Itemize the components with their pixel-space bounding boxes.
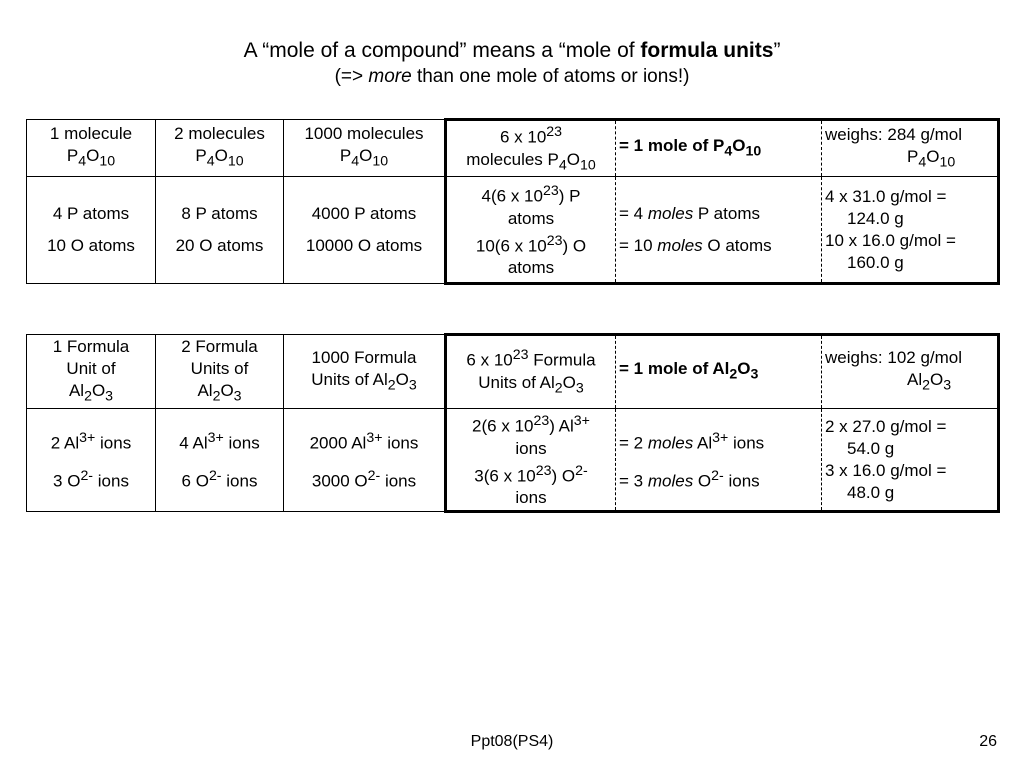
table-cell: 2(6 x $10^{23}$) $Al^{3+}$ ions 3(6 x $10^{23}$) $O^{2-}$ ions xyxy=(446,409,616,512)
slide-title-block xyxy=(0,38,1024,89)
table-cell: 4 x 31.0 g/mol = 124.0 g 10 x 16.0 g/mol = 160.0 g xyxy=(822,177,999,284)
table-cell: 1000 molecules $P_4O_{10}$ xyxy=(284,120,446,177)
table-cell: 6 x $10^{23}$ Formula Units of $Al_2O_3$ xyxy=(446,335,616,409)
table-cell: 2000 $Al^{3+}$ ions 3000 $O^{2-}$ ions xyxy=(284,409,446,512)
table-cell: 1000 Formula Units of $Al_2O_3$ xyxy=(284,335,446,409)
molecules-table xyxy=(26,118,1000,285)
table-cell: 4 $Al^{3+}$ ions 6 $O^{2-}$ ions xyxy=(156,409,284,512)
table-cell: 2 Formula Units of $Al_2O_3$ xyxy=(156,335,284,409)
table-row xyxy=(27,177,999,284)
table-row xyxy=(27,120,999,177)
table-cell: = 1 mole of $P_4O_{10}$ xyxy=(616,120,822,177)
table-cell: 1 molecule $P_4O_{10}$ xyxy=(27,120,156,177)
table-cell: 4 P atoms 10 O atoms xyxy=(27,177,156,284)
slide-subtitle: (=> more than one mole of atoms or ions!) xyxy=(334,66,690,87)
table-cell: 2 molecules $P_4O_{10}$ xyxy=(156,120,284,177)
table-cell: weighs: 284 g/mol $P_4O_{10}$ xyxy=(822,120,999,177)
page-number: 26 xyxy=(979,733,997,750)
footer-label: Ppt08(PS4) xyxy=(470,733,554,750)
table-cell: 2 x 27.0 g/mol = 54.0 g 3 x 16.0 g/mol = 48.0 g xyxy=(822,409,999,512)
slide-title: A “mole of a compound” means a “mole of formula units” xyxy=(243,39,781,62)
table-cell: weighs: 102 g/mol $Al_2O_3$ xyxy=(822,335,999,409)
table-cell: 1 Formula Unit of $Al_2O_3$ xyxy=(27,335,156,409)
table-cell: 8 P atoms 20 O atoms xyxy=(156,177,284,284)
table-row xyxy=(27,409,999,512)
table-cell: 4000 P atoms 10000 O atoms xyxy=(284,177,446,284)
table-cell: = 1 mole of $Al_2O_3$ xyxy=(616,335,822,409)
table-cell: = 4 moles P atoms = 10 moles O atoms xyxy=(616,177,822,284)
table-row xyxy=(27,335,999,409)
table-cell: 4(6 x $10^{23}$) P atoms 10(6 x $10^{23}$) O atoms xyxy=(446,177,616,284)
table-cell: 2 $Al^{3+}$ ions 3 $O^{2-}$ ions xyxy=(27,409,156,512)
table-cell: = 2 moles $Al^{3+}$ ions = 3 moles $O^{2-}$ ions xyxy=(616,409,822,512)
table-cell: 6 x $10^{23}$ molecules $P_4O_{10}$ xyxy=(446,120,616,177)
formula-units-table xyxy=(26,333,1000,513)
